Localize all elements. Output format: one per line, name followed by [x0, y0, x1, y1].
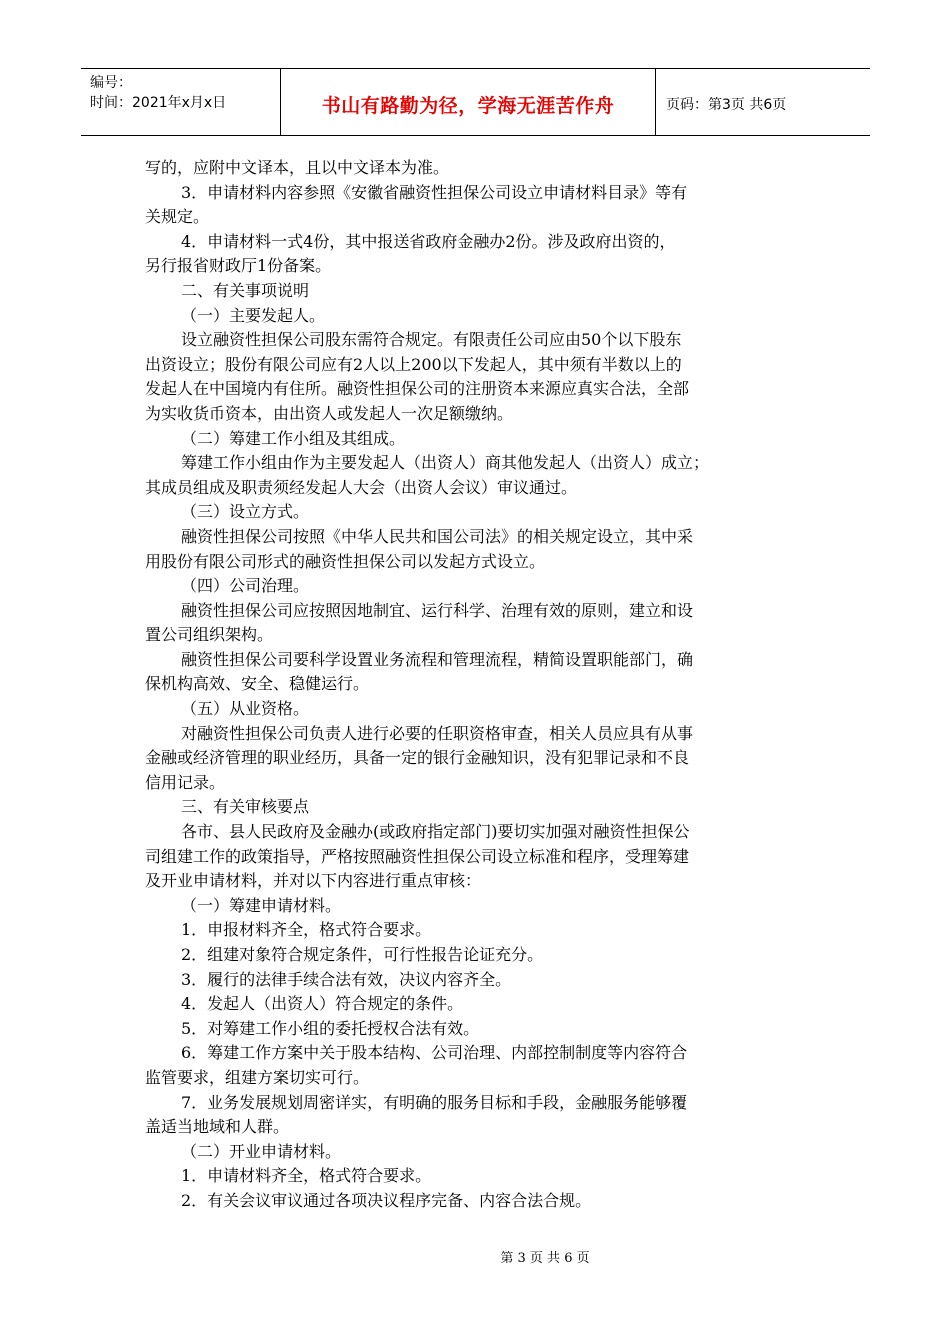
list-item: 7．业务发展规划周密详实，有明确的服务目标和手段，金融服务能够覆 [181, 1092, 688, 1112]
text-line: 对融资性担保公司负责人进行必要的任职资格审查，相关人员应具有从事 [181, 723, 694, 743]
list-item: 4．发起人（出资人）符合规定的条件。 [181, 994, 464, 1014]
list-item: 1．申报材料齐全，格式符合要求。 [181, 920, 432, 940]
list-item: 2．组建对象符合规定条件，可行性报告论证充分。 [181, 945, 544, 964]
text-line: 用股份有限公司形式的融资性担保公司以发起方式设立。 [145, 551, 546, 571]
header-motto: 书山有路勤为径，学海无涯苦作舟 [281, 69, 656, 135]
text-line: 另行报省财政厅1份备案。 [145, 256, 332, 276]
text-line: 筹建工作小组由作为主要发起人（出资人）商其他发起人（出资人）成立； [181, 453, 710, 473]
section-heading: 二、有关事项说明 [181, 280, 310, 300]
text-line: 出资设立；股份有限公司应有2人以上200以下发起人，其中须有半数以上的 [145, 354, 682, 374]
document-body [145, 156, 805, 1214]
header-number: 编号： [90, 75, 132, 91]
section-heading: 三、有关审核要点 [181, 797, 310, 817]
subsection-heading: （四）公司治理。 [181, 576, 310, 596]
text-line: 关规定。 [145, 207, 210, 227]
list-item: 2．有关会议审议通过各项决议程序完备、内容合法合规。 [181, 1190, 592, 1210]
list-item: 3．履行的法律手续合法有效，决议内容齐全。 [181, 969, 512, 989]
text-line: 盖适当地域和人群。 [145, 1117, 290, 1137]
header-date: 时间：2021年x月x日 [90, 95, 227, 111]
page-footer: 第 3 页 共 6 页 [500, 1251, 590, 1266]
list-item: 5．对筹建工作小组的委托授权合法有效。 [181, 1018, 480, 1038]
subsection-heading: （二）开业申请材料。 [181, 1141, 342, 1161]
text-line: 置公司组织架构。 [145, 625, 274, 645]
text-line: 写的，应附中文译本，且以中文译本为准。 [145, 158, 450, 177]
text-line: 融资性担保公司要科学设置业务流程和管理流程，精简设置职能部门，确 [181, 649, 694, 669]
list-item: 1．申请材料齐全，格式符合要求。 [181, 1166, 432, 1186]
text-line: 保机构高效、安全、稳健运行。 [145, 674, 370, 694]
text-line: 4．申请材料一式4份，其中报送省政府金融办2份。涉及政府出资的， [181, 231, 676, 251]
subsection-heading: （三）设立方式。 [181, 502, 310, 522]
text-line: 3．申请材料内容参照《安徽省融资性担保公司设立申请材料目录》等有 [181, 182, 688, 202]
text-line: 及开业申请材料，并对以下内容进行重点审核： [145, 871, 482, 891]
text-line: 为实收货币资本，由出资人或发起人一次足额缴纳。 [145, 403, 514, 423]
subsection-heading: （二）筹建工作小组及其组成。 [181, 428, 406, 448]
header-page-info: 页码：第3页 共6页 [666, 97, 787, 113]
subsection-heading: （一）主要发起人。 [181, 305, 326, 325]
subsection-heading: （五）从业资格。 [181, 699, 310, 719]
text-line: 其成员组成及职责须经发起人大会（出资人会议）审议通过。 [145, 477, 578, 497]
subsection-heading: （一）筹建申请材料。 [181, 895, 342, 915]
text-line: 信用记录。 [145, 772, 226, 792]
text-line: 融资性担保公司按照《中华人民共和国公司法》的相关规定设立，其中采 [181, 526, 694, 546]
text-line: 融资性担保公司应按照因地制宜、运行科学、治理有效的原则，建立和设 [181, 600, 694, 620]
header-meta [81, 69, 281, 135]
text-line: 设立融资性担保公司股东需符合规定。有限责任公司应由50个以下股东 [181, 330, 682, 350]
text-line: 各市、县人民政府及金融办(或政府指定部门)要切实加强对融资性担保公 [181, 822, 690, 842]
text-line: 监管要求，组建方案切实可行。 [145, 1067, 370, 1087]
list-item: 6．筹建工作方案中关于股本结构、公司治理、内部控制制度等内容符合 [181, 1043, 688, 1063]
text-line: 发起人在中国境内有住所。融资性担保公司的注册资本来源应真实合法，全部 [145, 379, 690, 399]
text-line: 金融或经济管理的职业经历，具备一定的银行金融知识，没有犯罪记录和不良 [145, 748, 690, 768]
text-line: 司组建工作的政策指导，严格按照融资性担保公司设立标准和程序，受理筹建 [145, 846, 690, 866]
page-header [81, 68, 870, 136]
